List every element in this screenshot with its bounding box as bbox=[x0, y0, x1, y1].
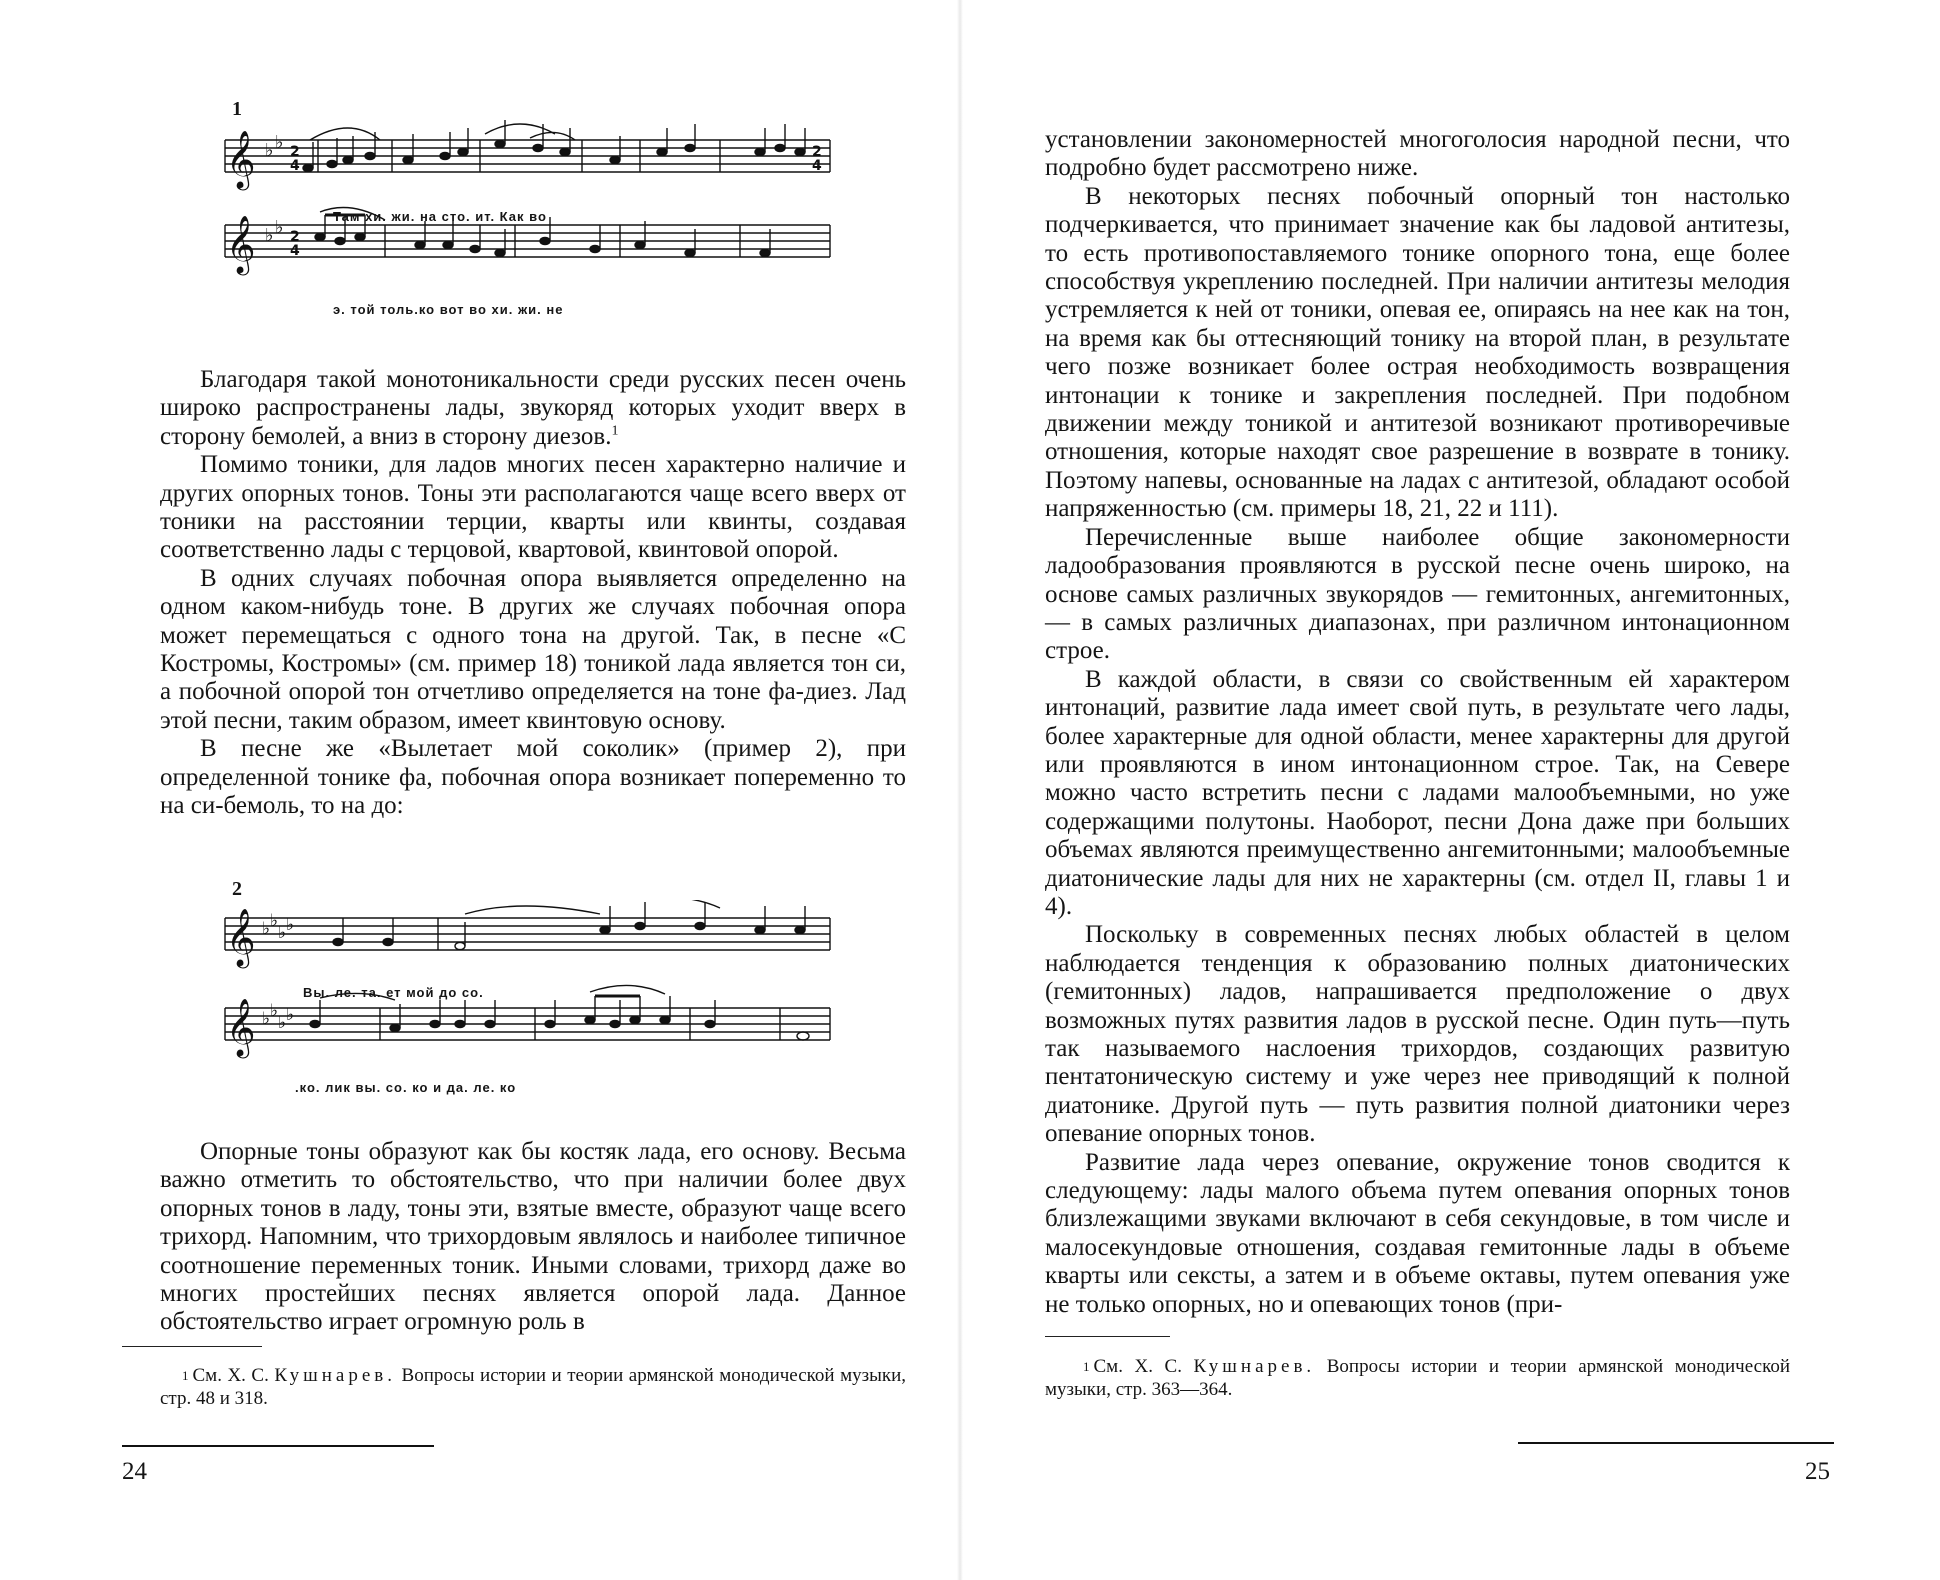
svg-text:𝄞: 𝄞 bbox=[226, 908, 256, 966]
paragraph: В одних случаях побочная опора выявляется определенно на одном каком-нибудь тоне. В других же случаях побочная опора может перемещаться с одного тона на другой. Так, в песне «С Костромы, Костромы» (см. пример 18) тоникой лада является тон си, а побочной опорой тон отчетливо определяется на тоне фа-диез. Лад этой песни, таким образом, имеет квинтовую основу. bbox=[160, 564, 906, 734]
footnote-divider bbox=[122, 1346, 262, 1347]
example-1-lyrics-2: э. той толь.ко вот во хи. жи. не bbox=[333, 302, 564, 317]
paragraph: В песне же «Вылетает мой соколик» (пример 2), при определенной тонике фа, побочная опора возникает попеременно то на си-бемоль, то на до: bbox=[160, 735, 906, 820]
svg-text:♭: ♭ bbox=[270, 1001, 279, 1021]
svg-text:♭: ♭ bbox=[275, 217, 284, 238]
example-number: 1 bbox=[232, 98, 242, 120]
bottom-rule bbox=[122, 1445, 434, 1447]
footnote: $^1$ См. Х. С. Кушнарев. Вопросы истории и теории армянской монодической музыки, стр. 363—364. bbox=[1045, 1356, 1791, 1400]
svg-text:4: 4 bbox=[290, 243, 300, 259]
svg-text:♭: ♭ bbox=[265, 140, 274, 161]
svg-text:♭: ♭ bbox=[278, 1013, 287, 1033]
example-2-lyrics-1: Вы. ле. та. ет мой до со. bbox=[303, 985, 484, 1000]
paragraph: Развитие лада через опевание, окружение тонов сводится к следующему: лады малого объема путем опевания опорных тонов близлежащими звуками включают в себя секундовые, в том числе и малосекундовые отношения, создавая гемитонные лады в объеме кварты или сексты, а затем и в объеме октавы, путем опевания уже не только опорных, но и опевающих тонов (при- bbox=[1045, 1148, 1790, 1318]
svg-text:2: 2 bbox=[812, 144, 822, 160]
svg-text:4: 4 bbox=[290, 158, 300, 174]
page-number: 25 bbox=[1805, 1458, 1830, 1485]
svg-text:♭: ♭ bbox=[275, 132, 284, 153]
svg-text:♭: ♭ bbox=[270, 911, 279, 931]
footnote-mark: 1 bbox=[611, 423, 619, 439]
paragraph: Помимо тоники, для ладов многих песен характерно наличие и других опорных тонов. Тоны эти располагаются чаще всего вверх от тоники на расстоянии терции, кварты или квинты, создавая соответственно лады с терцовой, квартовой, квинтовой опорой. bbox=[160, 451, 906, 564]
paragraph: В некоторых песнях побочный опорный тон настолько подчеркивается, что принимает значение как бы ладовой антитезы, то есть противопоставляемого тонике опорного тона, еще более способствуя укреплению последней. При наличии антитезы мелодия устремляется к ней от тоники, опевая ее, опираясь на нее как на тон, на время как бы оттесняющий тонику на второй план, в результате чего позже возникает более острая необходимость возвращения интонации к тонике и закрепления последней. При подобном движении между тоникой и антитезой возникают противоречивые отношения, которые находят свое разрешение в возврате в тонику. Поэтому напевы, основанные на ладах с антитезой, обладают особой напряженностью (см. примеры 18, 21, 22 и 111). bbox=[1045, 182, 1790, 523]
paragraph: В каждой области, в связи со свойственным ей характером интонаций, развитие лада имеет свой путь, в результате чего лады, более характерные для одной области, менее характерны для другой или проявляются в ином интонационном строе. Так, на Севере можно часто встретить песни с ладами малообъемными, но уже содержащими полутоны. Наоборот, песни Дона даже при больших объемах являются преимущественно ангемитонными; малообъемные диатонические лады для них не характерны (см. отдел II, главы 1 и 4). bbox=[1045, 665, 1790, 920]
paragraph: Поскольку в современных песнях любых областей в целом наблюдается тенденция к образованию полных диатонических (гемитонных) ладов, напрашивается предположение о двух возможных путях развития ладов в русской песне. Один путь—путь так называемого наслоения трихордов, создающих развитую пентатоническую систему и уже через нее приводящий к полной диатонике. Другой путь — путь развития полной диатоники через опевание опорных тонов. bbox=[1045, 921, 1790, 1148]
example-1-lyrics-1: Там хи. жи. на сто. ит. Как во bbox=[333, 209, 547, 224]
page-number: 24 bbox=[122, 1458, 147, 1485]
svg-text:2: 2 bbox=[290, 229, 300, 245]
left-body-top bbox=[160, 366, 906, 821]
footnote-divider bbox=[1045, 1336, 1170, 1337]
footnote: $^1$ См. Х. С. Кушнарев. Вопросы истории и теории армянской монодической музыки, стр. 48 и 318. bbox=[160, 1365, 907, 1409]
svg-text:♭: ♭ bbox=[286, 915, 295, 935]
left-body-bottom bbox=[160, 1138, 906, 1337]
paragraph: Опорные тоны образуют как бы костяк лада, его основу. Весьма важно отметить то обстоятельство, что при наличии более двух опорных тонов в ладу, тоны эти, взятые вместе, образуют чаще всего трихорд. Напомним, что трихордовым являлось и наиболее типичное соотношение переменных тоник. Иными словами, трихорд даже во многих простейших песнях является опорой лада. Данное обстоятельство играет огромную роль в bbox=[160, 1138, 906, 1336]
example-2-lyrics-2: .ко. лик вы. со. ко и да. ле. ко bbox=[295, 1080, 517, 1095]
svg-text:♭: ♭ bbox=[286, 1005, 295, 1025]
right-body bbox=[1045, 126, 1790, 1319]
left-page bbox=[0, 0, 960, 1580]
svg-text:2: 2 bbox=[290, 144, 300, 160]
svg-text:𝄞: 𝄞 bbox=[226, 130, 256, 188]
svg-text:♭: ♭ bbox=[262, 1009, 271, 1029]
right-page bbox=[960, 0, 1940, 1580]
svg-text:4: 4 bbox=[812, 158, 822, 174]
svg-text:𝄞: 𝄞 bbox=[226, 998, 256, 1056]
paragraph: Благодаря такой монотоникальности среди русских песен очень широко распространены лады, звукоряд которых уходит вверх в сторону бемолей, а вниз в сторону диезов.$^1$ bbox=[160, 366, 906, 450]
paragraph: Перечисленные выше наиболее общие закономерности ладообразования проявляются в русской песне очень широко, на основе самых различных звукорядов — гемитонных, ангемитонных, — в самых различных диапазонах, при различном интонационном строе. bbox=[1045, 523, 1790, 665]
svg-text:♭: ♭ bbox=[278, 923, 287, 943]
svg-text:♭: ♭ bbox=[265, 225, 274, 246]
paragraph: установлении закономерностей многоголосия народной песни, что подробно будет рассмотрено ниже. bbox=[1045, 126, 1790, 182]
example-number: 2 bbox=[232, 878, 242, 900]
bottom-rule bbox=[1518, 1442, 1834, 1444]
svg-text:𝄞: 𝄞 bbox=[226, 215, 256, 273]
svg-text:♭: ♭ bbox=[262, 919, 271, 939]
